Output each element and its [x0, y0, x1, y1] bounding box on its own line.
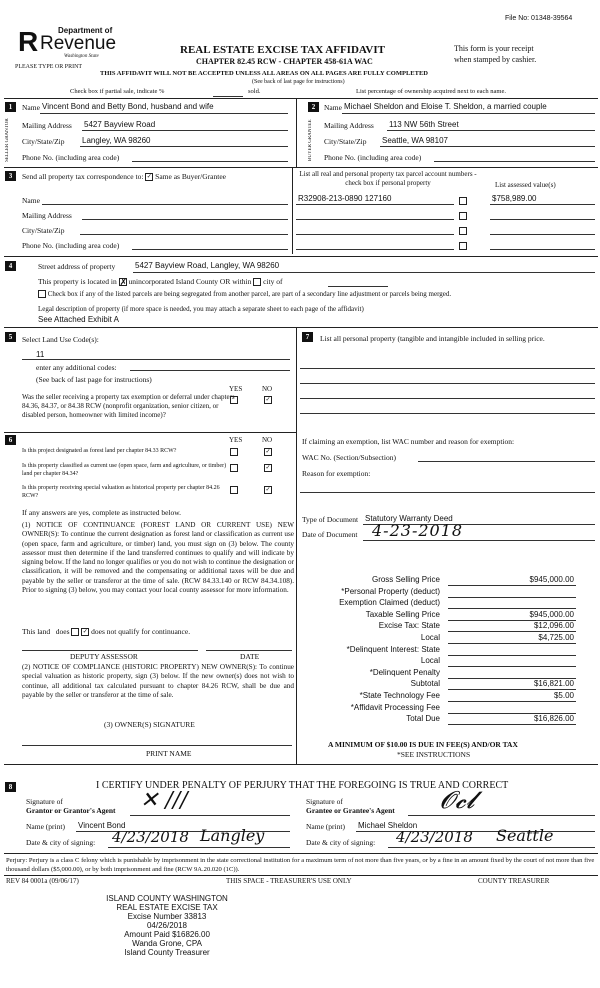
grantor-name-label: Name (print) — [26, 822, 65, 831]
s2-mail-label: Mailing Address — [324, 121, 374, 130]
seller-name[interactable]: Vincent Bond and Betty Bond, husband and wife — [42, 102, 214, 111]
tax-row-label: *Delinquent Interest: State — [346, 644, 440, 654]
exemption-no-checkbox[interactable]: ✓ — [265, 397, 271, 403]
form-title: REAL ESTATE EXCISE TAX AFFIDAVIT — [180, 44, 385, 56]
s2-name-label: Name — [324, 103, 342, 112]
tax-row-value[interactable]: $945,000.00 — [529, 575, 574, 584]
tax-row-label: Taxable Selling Price — [365, 609, 440, 619]
located-post: unincorporated Island County OR within — [128, 277, 252, 286]
property-street-address[interactable]: 5427 Bayview Road, Langley, WA 98260 — [135, 261, 280, 270]
street-label: Street address of property — [38, 262, 116, 271]
s2-phone-label: Phone No. (including area code) — [324, 153, 422, 162]
stamp-line: Island County Treasurer — [124, 948, 210, 957]
file-number: File No: 01348-39564 — [505, 15, 573, 22]
tax-row-value[interactable]: $4,725.00 — [538, 633, 574, 642]
s3-name-label: Name — [22, 196, 40, 205]
grantee-sig-label-1: Signature of — [306, 797, 343, 806]
stamp-line: Amount Paid $16826.00 — [124, 930, 210, 939]
same-as-buyer-checkbox[interactable]: ✓ — [146, 174, 152, 181]
certify-statement: I CERTIFY UNDER PENALTY OF PERJURY THAT THE FOREGOING IS TRUE AND CORRECT — [96, 780, 509, 791]
grantee-name-label: Name (print) — [306, 822, 345, 831]
logo-state: Washington State — [64, 54, 99, 59]
grantor-signature[interactable]: ✕ ∕∕∕ — [140, 788, 188, 813]
grantee-date-label: Date & city of signing: — [306, 838, 376, 847]
historic-no-checkbox[interactable]: ✓ — [265, 487, 271, 493]
forest-yes-checkbox[interactable] — [230, 448, 238, 456]
this-land-label: This land — [22, 627, 51, 636]
s3-mail-label: Mailing Address — [22, 211, 72, 220]
tax-row-label: Local — [420, 656, 440, 666]
send-correspondence-label — [22, 172, 226, 181]
tax-row-value[interactable]: $16,821.00 — [533, 679, 574, 689]
located-pre: This property is located in — [38, 277, 117, 286]
tax-row-label: Subtotal — [410, 679, 440, 689]
does-label: does — [55, 627, 70, 636]
does-not-checkbox[interactable]: ✓ — [82, 629, 88, 636]
legal-description-value[interactable]: See Attached Exhibit A — [38, 315, 119, 324]
land-use-see-back: (See back of last page for instructions) — [36, 375, 152, 384]
personal-property-label: List all personal property (tangible and intangible included in selling price. — [320, 334, 545, 343]
segregated-checkbox[interactable] — [38, 290, 46, 298]
grantor-city[interactable]: Langley — [200, 826, 265, 845]
rev-number: REV 84 0001a (09/06/17) — [6, 877, 79, 885]
section-7-number: 7 — [302, 332, 313, 342]
section-4-number: 4 — [5, 261, 16, 271]
form-chapter: CHAPTER 82.45 RCW - CHAPTER 458-61A WAC — [196, 57, 373, 66]
ownership-pct-label: List percentage of ownership acquired next to each name. — [356, 88, 506, 95]
s6-no: NO — [262, 436, 273, 444]
section-3-number: 3 — [5, 171, 16, 181]
tax-row-value[interactable]: $16,826.00 — [533, 714, 574, 724]
stamp-line: Wanda Grone, CPA — [132, 939, 202, 948]
logo-swoosh-icon: R — [18, 26, 39, 57]
tax-row-value[interactable]: $12,096.00 — [533, 621, 574, 631]
treasurer-use-label: THIS SPACE - TREASURER'S USE ONLY — [226, 877, 352, 885]
sold-label: sold. — [248, 88, 261, 95]
exemption-claim-label: If claiming an exemption, list WAC number and reason for exemption: — [302, 437, 515, 446]
owner-signature-label: (3) OWNER(S) SIGNATURE — [104, 720, 195, 729]
stamp-line: 04/26/2018 — [146, 921, 188, 930]
historic-yes-checkbox[interactable] — [230, 486, 238, 494]
perjury-notice: Perjury: Perjury is a class C felony which is punishable by imprisonment in the state correctional institution for a maximum term of not more than five years, or by a fine in an amount fixed by the court of not more than five thousand dollars ($5,000.00), or by both imprisonment and fine (RCW 9A.20.020 (1C)). — [6, 857, 595, 873]
treasurer-stamp — [92, 894, 242, 957]
send-label: Send all property tax correspondence to: — [22, 172, 144, 181]
parcel-number-1[interactable]: R32908-213-0890 127160 — [298, 194, 392, 203]
grantee-date[interactable]: 4/23/2018 — [396, 828, 473, 846]
deputy-assessor-label: DEPUTY ASSESSOR — [70, 652, 138, 661]
section-5-number: 5 — [5, 332, 16, 342]
buyer-mailing-address[interactable]: 113 NW 56th Street — [389, 120, 459, 129]
notice-compliance: (2) NOTICE OF COMPLIANCE (HISTORIC PROPERTY) NEW OWNER(S): To continue special valuation as historic property, sign (3) below. If the new owner(s) does not wish to continue, all additional tax calculated pursuant to chapter 84.26 RCW, shall be due and payable by the seller or transferor at the time of sale. — [22, 663, 294, 699]
located-in-line — [38, 277, 283, 286]
parcel-1-personal-checkbox[interactable] — [459, 197, 467, 205]
assessed-header: List assessed value(s) — [495, 181, 556, 189]
seller-grantor-side-label: SELLER GRANTOR — [5, 118, 10, 162]
tax-row-value[interactable]: $945,000.00 — [529, 609, 574, 619]
tax-row-label: Total Due — [406, 714, 440, 724]
doc-date-label: Date of Document — [302, 530, 358, 539]
document-type[interactable]: Statutory Warranty Deed — [365, 514, 453, 523]
see-instructions: *SEE INSTRUCTIONS — [397, 750, 471, 759]
does-not-label: does not — [91, 627, 117, 636]
reason-label: Reason for exemption: — [302, 469, 371, 478]
this-land-line — [22, 627, 190, 636]
grantee-city[interactable]: Seattle — [496, 826, 554, 845]
exemption-question: Was the seller receiving a property tax exemption or deferral under chapters 84.36, 84.37, or 84.38 RCW (nonprofit organization, senior citizen, or disabled person, homeowner with limited income)? — [22, 393, 235, 419]
current-use-yes-checkbox[interactable] — [230, 464, 238, 472]
buyer-grantee-side-label: BUYER GRANTEE — [308, 119, 313, 161]
grantor-sig-label-1: Signature of — [26, 797, 63, 806]
s3-phone-label: Phone No. (including area code) — [22, 241, 120, 250]
warning-text: THIS AFFIDAVIT WILL NOT BE ACCEPTED UNLESS ALL AREAS ON ALL PAGES ARE FULLY COMPLETED — [100, 70, 428, 77]
notice-continuance: (1) NOTICE OF CONTINUANCE (FOREST LAND OR CURRENT USE) NEW OWNER(S): To continue the current designation as forest land or classification as current use (open space, farm and agriculture, or timber) land, you must sign on (3) below. The county assessor must then determine if the land transferred continues to qualify and will indicate by signing below. If the land no longer qualifies or you do not wish to continue the designation or classification, it will be removed and the compensating or additional taxes will be due and payable by the seller or transferor at the time of sale. (RCW 84.33.140 or RCW 84.34.108). Prior to signing (3) below, you may contact your local county assessor for more information. — [22, 521, 294, 595]
tax-row-label: Excise Tax: State — [378, 621, 440, 631]
legal-description-label: Legal description of property (if more space is needed, you may attach a separate sheet to each page of the affidavit) — [38, 305, 364, 313]
forest-land-question: Is this project designated as forest land per chapter 84.33 RCW? — [22, 448, 177, 454]
tax-row-label: Gross Selling Price — [371, 575, 440, 584]
county-treasurer-label: COUNTY TREASURER — [478, 877, 550, 885]
tax-row-label: *Affidavit Processing Fee — [350, 702, 440, 712]
tax-row-value[interactable]: $5.00 — [553, 691, 574, 700]
segregated-text: Check box if any of the listed parcels are being segregated from another parcel, are part of a secondary line adjustment or parcels being merged. — [47, 290, 452, 298]
unincorporated-checkbox[interactable]: ✗ — [119, 277, 128, 288]
section-8-number: 8 — [5, 782, 16, 792]
forest-no-checkbox[interactable]: ✓ — [265, 449, 271, 455]
s5-no: NO — [262, 385, 273, 393]
segregated-line — [38, 290, 451, 298]
assessed-value-1[interactable]: $758,989.00 — [492, 194, 537, 203]
seller-mailing-address[interactable]: 5427 Bayview Road — [84, 120, 156, 129]
parcel-4-personal-checkbox[interactable] — [459, 242, 467, 250]
stamp-line: ISLAND COUNTY WASHINGTON — [106, 894, 228, 903]
tax-row-label: *Delinquent Penalty — [369, 667, 440, 677]
seller-city-state-zip[interactable]: Langley, WA 98260 — [82, 136, 151, 145]
qualify-label: qualify for continuance. — [118, 627, 191, 636]
tax-row-label: *Personal Property (deduct) — [341, 586, 440, 596]
exemption-yes-checkbox[interactable] — [230, 396, 238, 404]
print-name-label: PRINT NAME — [146, 749, 192, 758]
section-6-number: 6 — [5, 435, 16, 445]
s2-city-label: City/State/Zip — [324, 137, 367, 146]
grantee-name[interactable]: Michael Sheldon — [358, 821, 418, 830]
doc-type-label: Type of Document — [302, 515, 359, 524]
receipt-line1: This form is your receipt — [454, 44, 534, 53]
s1-city-label: City/State/Zip — [22, 137, 65, 146]
land-use-code[interactable]: 11 — [36, 350, 45, 359]
historic-question: Is this property receiving special valuation as historical property per chapter 84.26 RCW? — [22, 485, 220, 499]
tax-row-label: Exemption Claimed (deduct) — [339, 598, 440, 608]
grantor-date-label: Date & city of signing: — [26, 838, 96, 847]
s1-name-label: Name — [22, 103, 40, 112]
buyer-name[interactable]: Michael Sheldon and Eloise T. Sheldon, a married couple — [344, 102, 547, 111]
see-back-header: (See back of last page for instructions) — [252, 79, 345, 85]
wac-label: WAC No. (Section/Subsection) — [302, 453, 396, 462]
city-of-label: city of — [263, 277, 283, 286]
grantor-date[interactable]: 4/23/2018 — [112, 828, 189, 846]
additional-codes-label: enter any additional codes: — [36, 363, 117, 372]
assessor-date-label: DATE — [240, 652, 260, 661]
s3-city-label: City/State/Zip — [22, 226, 65, 235]
s5-yes: YES — [229, 385, 243, 393]
document-date[interactable]: 4-23-2018 — [372, 521, 464, 540]
minimum-fee-note: A MINIMUM OF $10.00 IS DUE IN FEE(S) AND/OR TAX — [328, 740, 518, 749]
parcel-3-personal-checkbox[interactable] — [459, 227, 467, 235]
buyer-city-state-zip[interactable]: Seattle, WA 98107 — [382, 136, 448, 145]
section-1-number: 1 — [5, 102, 16, 112]
parcel-2-personal-checkbox[interactable] — [459, 212, 467, 220]
grantee-sig-label-2: Grantee or Grantee's Agent — [306, 806, 395, 815]
section-2-number: 2 — [308, 102, 319, 112]
s1-phone-label: Phone No. (including area code) — [22, 153, 120, 162]
dor-logo — [18, 26, 128, 62]
s6-yes: YES — [229, 436, 243, 444]
stamp-line: REAL ESTATE EXCISE TAX — [116, 903, 218, 912]
within-city-checkbox[interactable] — [253, 278, 261, 286]
answers-note: If any answers are yes, complete as instructed below. — [22, 508, 182, 517]
logo-name: Revenue — [40, 33, 117, 54]
land-use-label: Select Land Use Code(s): — [22, 335, 99, 344]
grantor-name[interactable]: Vincent Bond — [78, 821, 126, 830]
does-checkbox[interactable] — [71, 628, 79, 636]
receipt-line2: when stamped by cashier. — [454, 55, 537, 64]
s1-mail-label: Mailing Address — [22, 121, 72, 130]
current-use-question: Is this property classified as current use (open space, farm and agriculture, or timber) land per chapter 84.34? — [22, 463, 227, 477]
same-as-buyer-label: Same as Buyer/Grantee — [155, 172, 226, 181]
please-type: PLEASE TYPE OR PRINT — [15, 64, 83, 70]
current-use-no-checkbox[interactable]: ✓ — [265, 465, 271, 471]
tax-row-label: *State Technology Fee — [359, 691, 440, 700]
stamp-line: Excise Number 33813 — [127, 912, 207, 921]
tax-row-label: Local — [420, 633, 440, 642]
partial-sale-label: Check box if partial sale, indicate % — [70, 88, 165, 95]
parcel-header: List all real and personal property tax parcel account numbers - check box if personal property — [299, 170, 477, 187]
grantee-signature[interactable]: 𝓞𝓬𝓵 — [440, 786, 475, 814]
logo-dept: Department of — [58, 26, 113, 35]
grantor-sig-label-2: Grantor or Grantor's Agent — [26, 806, 116, 815]
